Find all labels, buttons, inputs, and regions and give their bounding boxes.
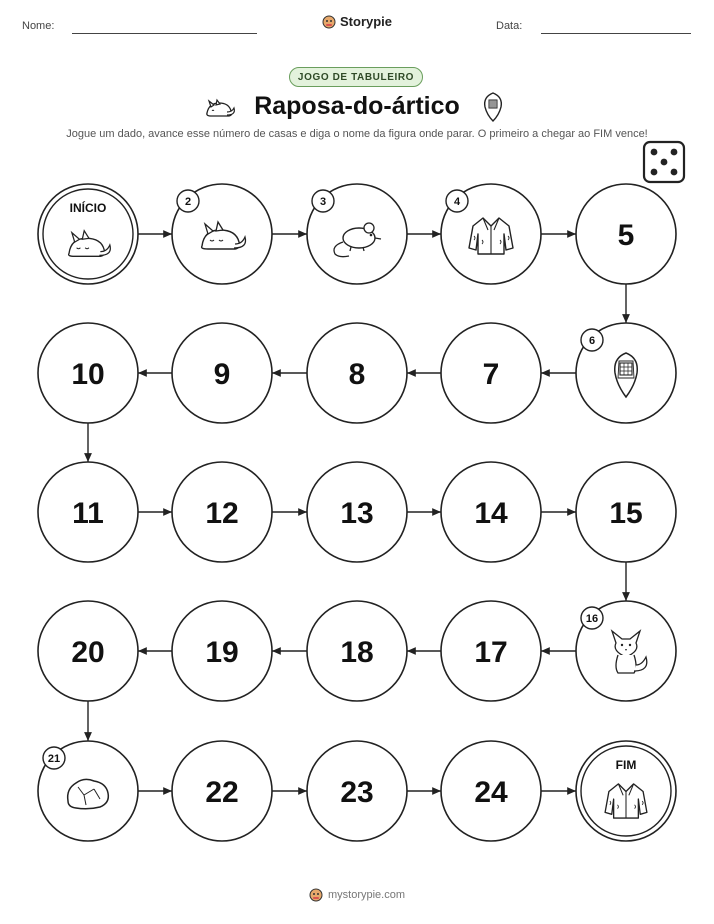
space-number: 17 [474, 636, 508, 669]
board-space[interactable] [172, 323, 272, 423]
board-space[interactable] [307, 323, 407, 423]
space-number: 9 [213, 358, 231, 391]
board-space[interactable] [38, 601, 138, 701]
space-number: 22 [205, 776, 239, 809]
board-space[interactable] [307, 741, 407, 841]
space-number: 13 [340, 497, 374, 530]
space-number: 19 [205, 636, 239, 669]
board-space[interactable] [576, 462, 676, 562]
space-number: 21 [47, 753, 61, 765]
board-space[interactable] [38, 184, 138, 284]
space-number: 4 [453, 196, 461, 208]
board-space[interactable] [441, 601, 541, 701]
board-space[interactable] [172, 601, 272, 701]
space-number: 16 [585, 613, 599, 625]
space-number: 14 [474, 497, 508, 530]
board-space[interactable] [441, 462, 541, 562]
board-space[interactable] [576, 184, 676, 284]
name-label: Nome: [22, 20, 55, 32]
board-space[interactable] [307, 462, 407, 562]
space-number: 8 [348, 358, 366, 391]
footer [0, 888, 714, 902]
die-five-icon [644, 142, 684, 182]
space-number: 6 [588, 335, 596, 347]
space-number: 24 [474, 776, 508, 809]
space-number: 12 [205, 497, 239, 530]
instructions-text: Jogue um dado, avance esse número de casas e diga o nome da figura onde parar. O primeiro a chegar ao FIM vence! [66, 128, 648, 140]
board-space[interactable] [441, 741, 541, 841]
footer-url[interactable]: mystorypie.com [327, 889, 406, 901]
date-label: Data: [496, 20, 523, 32]
space-number: 11 [72, 497, 104, 530]
space-number: 10 [71, 358, 105, 391]
space-number: 23 [340, 776, 374, 809]
brand-name: Storypie [340, 14, 393, 29]
rock-icon [68, 779, 109, 808]
end-label: FIM [615, 758, 637, 772]
storypie-logo-icon [309, 888, 323, 902]
space-number: 3 [319, 196, 327, 208]
board-space[interactable] [38, 323, 138, 423]
space-number: 18 [340, 636, 374, 669]
page-title: Raposa-do-ártico [254, 92, 460, 120]
start-label: INÍCIO [69, 201, 107, 215]
board-space[interactable] [172, 462, 272, 562]
space-number: 7 [482, 358, 500, 391]
board-space[interactable] [441, 323, 541, 423]
space-number: 20 [71, 636, 105, 669]
board-space[interactable] [38, 462, 138, 562]
board-space[interactable] [172, 741, 272, 841]
space-number: 5 [617, 219, 635, 252]
game-type-badge: JOGO DE TABULEIRO [289, 67, 423, 87]
space-number: 2 [184, 196, 192, 208]
space-number: 15 [609, 497, 643, 530]
board-space[interactable] [307, 601, 407, 701]
